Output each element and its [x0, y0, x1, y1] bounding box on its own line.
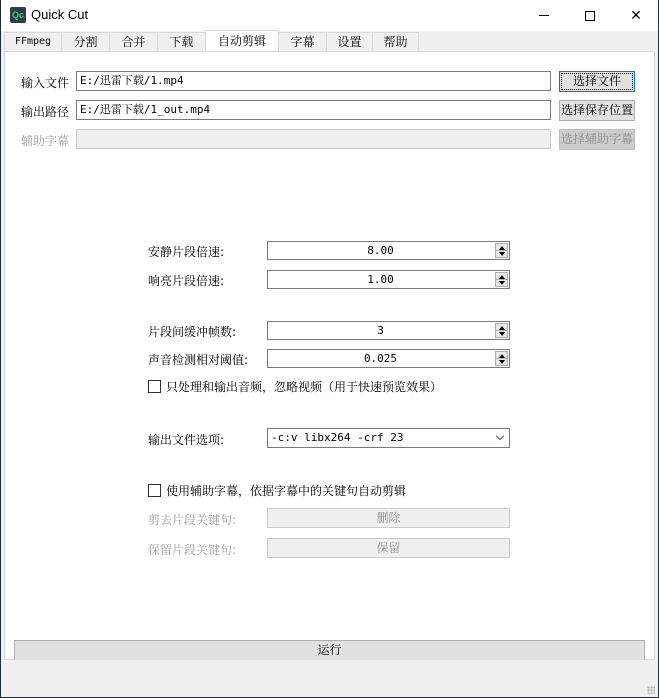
status-bar [1, 660, 658, 697]
tab-help[interactable]: 帮助 [372, 32, 419, 51]
silent-speed-label: 安静片段倍速: [148, 245, 225, 259]
minimize-button[interactable] [521, 0, 567, 31]
use-subtitle-label: 使用辅助字幕，依据字幕中的关键句自动剪辑 [166, 484, 407, 498]
sounded-speed-spinbox[interactable] [267, 270, 510, 289]
tab-bar [4, 32, 418, 51]
output-path-label: 输出路径 [21, 105, 70, 119]
select-save-location-button[interactable]: 选择保存位置 [559, 100, 635, 121]
tab-merge[interactable]: 合并 [109, 32, 158, 51]
audio-only-checkbox-row[interactable] [148, 378, 442, 395]
spin-arrows-icon[interactable] [495, 351, 508, 366]
maximize-icon [585, 11, 595, 21]
silent-threshold-label: 声音检测相对阈值: [148, 353, 249, 367]
audio-only-label: 只处理和输出音频，忽略视频（用于快速预览效果） [166, 380, 443, 394]
chevron-down-icon [496, 432, 504, 440]
tab-auto-edit[interactable]: 自动剪辑 [205, 30, 279, 51]
output-path-field[interactable]: E:/迅雷下载/1_out.mp4 [76, 100, 551, 120]
frame-margin-spinbox[interactable] [267, 321, 510, 340]
cut-keyword-field[interactable]: 删除 [267, 508, 510, 528]
title-bar [1, 0, 658, 31]
window-title: Quick Cut [31, 7, 89, 22]
maximize-button[interactable] [567, 0, 613, 31]
output-options-value: -c:v libx264 -crf 23 [271, 431, 404, 444]
frame-margin-label: 片段间缓冲帧数: [148, 325, 237, 339]
spin-arrows-icon[interactable] [495, 323, 508, 338]
run-button[interactable]: 运行 [14, 640, 645, 661]
frame-margin-value: 3 [377, 324, 384, 337]
silent-threshold-value: 0.025 [363, 352, 398, 365]
cut-keyword-label: 剪去片段关键句: [148, 513, 237, 527]
app-logo-icon: Qc [10, 7, 26, 23]
tab-settings[interactable]: 设置 [326, 32, 373, 51]
input-file-label: 输入文件 [21, 76, 70, 90]
minimize-icon [539, 15, 549, 16]
tab-split[interactable]: 分割 [61, 32, 110, 51]
output-options-label: 输出文件选项: [148, 433, 225, 447]
spin-arrows-icon[interactable] [495, 272, 508, 287]
tab-download[interactable]: 下载 [157, 32, 206, 51]
close-button[interactable] [613, 0, 659, 31]
sounded-speed-label: 响亮片段倍速: [148, 274, 225, 288]
tab-subtitle[interactable]: 字幕 [278, 32, 327, 51]
silent-speed-value: 8.00 [367, 244, 394, 257]
input-file-field[interactable]: E:/迅雷下载/1.mp4 [76, 71, 551, 91]
keep-keyword-label: 保留片段关键句: [148, 543, 237, 557]
audio-only-checkbox[interactable] [148, 380, 161, 393]
spin-arrows-icon[interactable] [495, 243, 508, 258]
close-icon: ✕ [630, 7, 642, 24]
output-options-combobox[interactable] [267, 428, 510, 448]
keep-keyword-field[interactable]: 保留 [267, 538, 510, 558]
select-file-button[interactable]: 选择文件 [559, 71, 635, 92]
silent-threshold-spinbox[interactable] [267, 349, 510, 368]
resize-grip-icon[interactable] [647, 686, 655, 694]
use-subtitle-checkbox[interactable] [148, 484, 161, 497]
tab-ffmpeg[interactable]: FFmpeg [4, 32, 62, 51]
select-subtitle-button[interactable]: 选择辅助字幕 [559, 129, 635, 150]
sounded-speed-value: 1.00 [367, 273, 394, 286]
use-subtitle-checkbox-row[interactable] [148, 482, 406, 499]
silent-speed-spinbox[interactable] [267, 241, 510, 260]
subtitle-file-label: 辅助字幕 [21, 134, 70, 148]
subtitle-file-field[interactable] [76, 129, 551, 149]
